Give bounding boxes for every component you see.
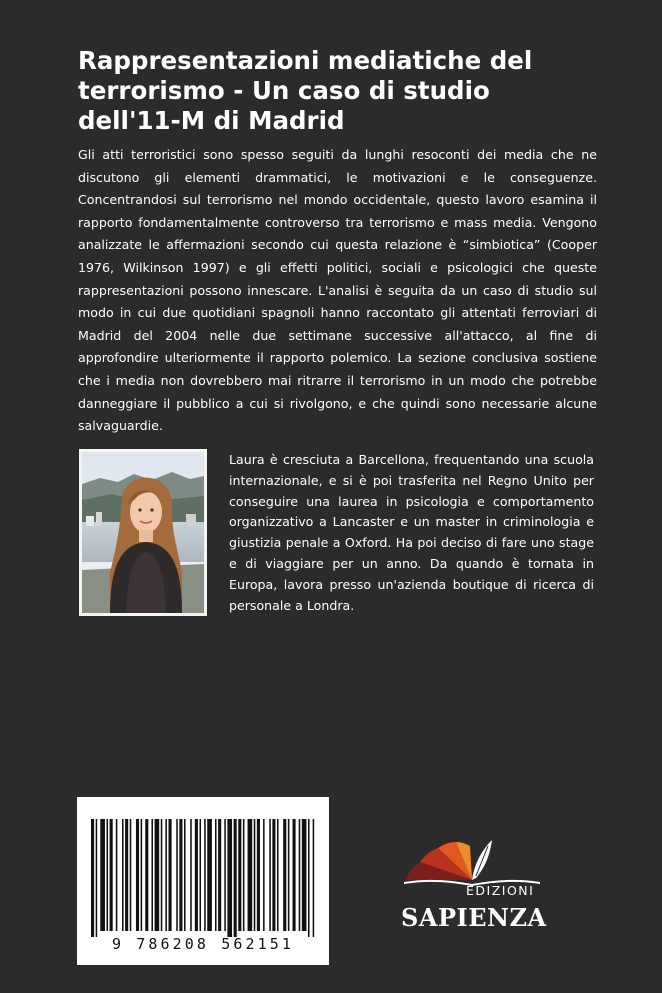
barcode-bar — [288, 819, 290, 931]
barcode-bar — [313, 819, 315, 937]
book-title — [78, 46, 618, 136]
barcode-bar — [243, 819, 245, 931]
barcode-bar — [263, 819, 265, 931]
author-bio: Laura è cresciuta a Barcellona, frequentando una scuola internazionale, e si è poi trasferita nel Regno Unito per conseguire una laurea in psicologia e comportamento organizzativo a Lancaster e un master in criminologia e giustizia penale a Oxford. Ha poi deciso di fare uno stage e di viaggiare per un anno. Da quando è tornata in Europa, lavora presso un'azienda boutique di ricerca di personale a Londra. — [229, 452, 594, 613]
barcode-bar — [272, 819, 275, 931]
barcode-bar — [227, 819, 232, 937]
title-line-3: dell'11-M di Madrid — [78, 106, 345, 135]
barcode-bar — [224, 819, 226, 931]
barcode-bar — [130, 819, 132, 931]
barcode-bar — [238, 819, 241, 931]
barcode-bar — [91, 819, 94, 937]
barcode-bar — [293, 819, 296, 931]
barcode-bar — [96, 819, 98, 937]
barcode-bar — [299, 819, 301, 931]
barcode-bar — [100, 819, 105, 931]
barcode-bar — [110, 819, 113, 931]
author-portrait-image — [82, 452, 204, 613]
barcode-bar — [176, 819, 178, 931]
barcode-bar — [277, 819, 279, 931]
author-photo — [79, 449, 207, 616]
barcode-bar — [136, 819, 139, 931]
barcode-bar — [195, 819, 198, 931]
barcode-bar — [169, 819, 172, 931]
isbn-number: 9 786208 562151 — [112, 935, 294, 953]
barcode-bar — [283, 819, 286, 931]
barcode-bar — [302, 819, 307, 931]
barcode-bar — [218, 819, 221, 931]
barcode-bar — [234, 819, 237, 937]
book-abstract: Gli atti terroristici sono spesso seguiti da lunghi resoconti dei media che ne discutono gli elementi drammatici, le motivazioni e le conseguenze. Concentrandosi sul terrorismo nel mondo occidentale, questo lavoro esamina il rapporto fondamentalmente controverso tra terrorismo e mass media. Vengono analizzate le affermazioni secondo cui questa relazione è “simbiotica” (Cooper 1976, Wilkinson 1997) e gli effetti politici, sociali e psicologici che queste rappresentazioni possono innescare. L'analisi è seguita da un caso di studio sul modo in cui due quotidiani spagnoli hanno raccontato gli attentati ferroviari di Madrid del 2004 nelle due settimane successive all'attacco, al fine di approfondire ulteriormente il rapporto polemico. La sezione conclusiva sostiene che i media non dovrebbero mai ritrarre il terrorismo in un modo che potrebbe danneggiare il pubblico a cui si rivolgono, e che quindi sono necessarie alcune salvaguardie. — [78, 147, 597, 434]
barcode-bar — [165, 819, 167, 931]
barcode-bar — [204, 819, 206, 931]
title-line-2: terrorismo - Un caso di studio — [78, 76, 490, 105]
barcode-bar — [200, 819, 202, 931]
barcode-bar — [125, 819, 128, 931]
publisher-line-1: EDIZIONI — [466, 883, 535, 898]
barcode-bar — [155, 819, 160, 931]
barcode-bar — [248, 819, 253, 931]
barcode-bar — [207, 819, 212, 931]
barcode-bar — [145, 819, 148, 931]
barcode-bar — [215, 819, 217, 931]
barcode-bar — [122, 819, 124, 931]
barcode-bar — [254, 819, 256, 931]
barcode-bar — [107, 819, 109, 931]
barcode-bar — [190, 819, 192, 931]
barcode-bar — [141, 819, 143, 931]
publisher-name: SAPIENZA — [401, 903, 547, 932]
barcode-bar — [161, 819, 163, 931]
barcode-bar — [179, 819, 182, 931]
barcode-bar — [269, 819, 271, 931]
barcode-bar — [151, 819, 153, 931]
isbn-barcode — [77, 797, 329, 965]
title-line-1: Rappresentazioni mediatiche del — [78, 46, 533, 75]
barcode-bar — [308, 819, 310, 937]
barcode-bar — [184, 819, 186, 931]
barcode-bar — [116, 819, 118, 931]
barcode-bar — [257, 819, 260, 931]
